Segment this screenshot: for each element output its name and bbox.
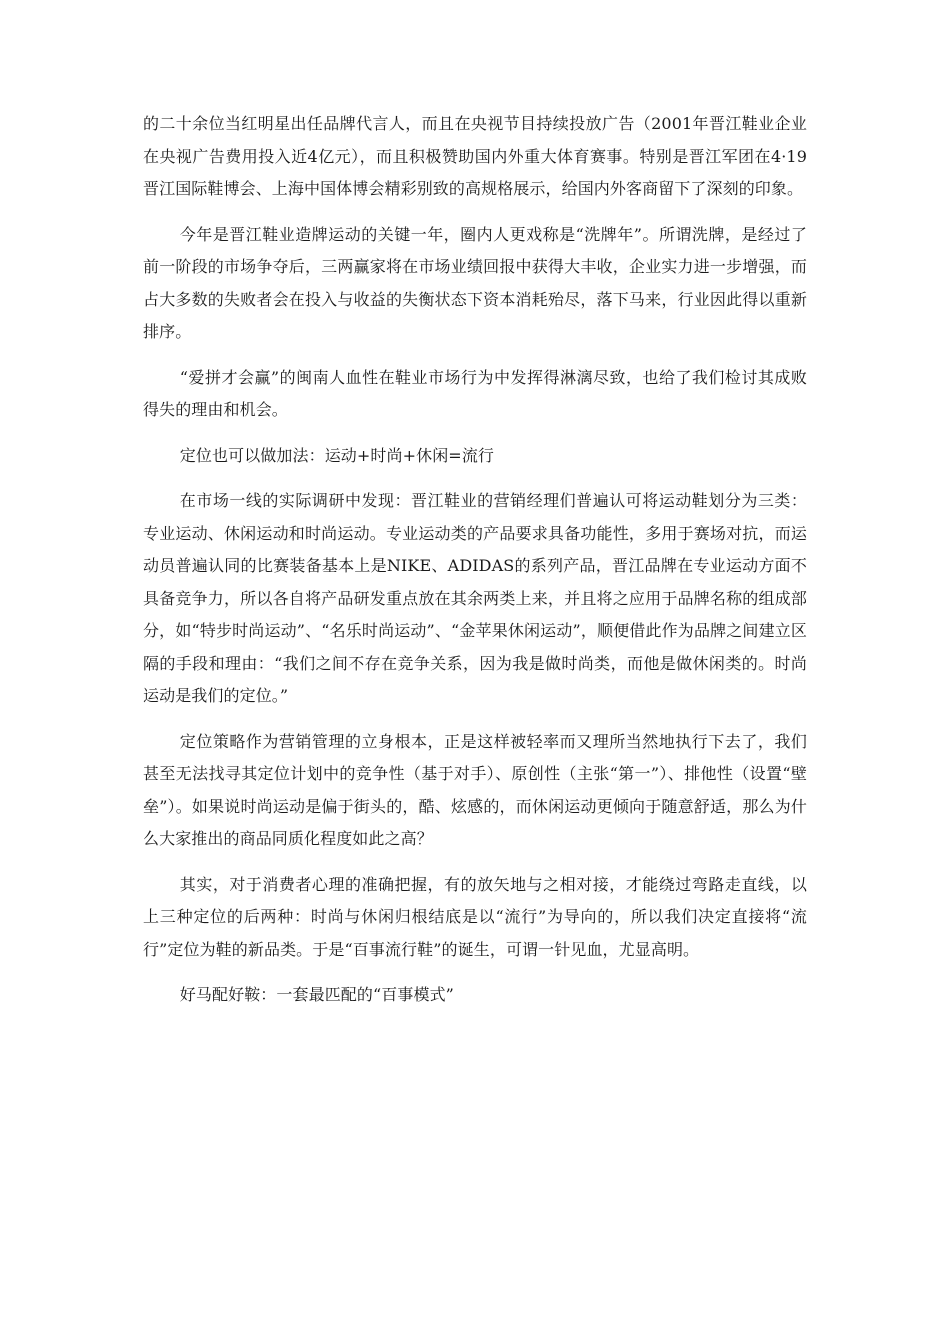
section-heading-positioning: 定位也可以做加法：运动+时尚+休闲=流行 [179, 445, 495, 465]
section-heading-baishi-model: 好马配好鞍：一套最匹配的“百事模式” [179, 985, 454, 1004]
document-body [143, 108, 807, 1025]
paragraph-positioning-strategy: 定位策略作为营销管理的立身根本，正是这样被轻率而又理所当然地执行下去了，我们甚至无法找寻其定位计划中的竞争性（基于对手）、原创性（主张“第一”）、排他性（设置“壁垒”）。如果说时尚运动是偏于街头的，酷、炫感的，而休闲运动更倾向于随意舒适，那么为什么大家推出的商品同质化程度如此之高？ [143, 731, 807, 848]
paragraph-reshuffle-year: 今年是晋江鞋业造牌运动的关键一年，圈内人更戏称是“洗牌年”。所谓洗牌，是经过了前一阶段的市场争夺后，三两赢家将在市场业绩回报中获得大丰收，企业实力进一步增强，而占大多数的失败者会在投入与收益的失衡状态下资本消耗殆尽，落下马来，行业因此得以重新排序。 [143, 224, 807, 341]
paragraph-aipin: “爱拼才会赢”的闽南人血性在鞋业市场行为中发挥得淋漓尽致，也给了我们检讨其成败得失的理由和机会。 [143, 367, 807, 419]
paragraph-continued: 的二十余位当红明星出任品牌代言人，而且在央视节目持续投放广告（2001年晋江鞋业企业在央视广告费用投入近4亿元），而且积极赞助国内外重大体育赛事。特别是晋江军团在4·19晋江国际鞋博会、上海中国体博会精彩别致的高规格展示，给国内外客商留下了深刻的印象。 [143, 114, 807, 198]
paragraph-consumer-psychology: 其实，对于消费者心理的准确把握，有的放矢地与之相对接，才能绕过弯路走直线，以上三种定位的后两种：时尚与休闲归根结底是以“流行”为导向的，所以我们决定直接将“流行”定位为鞋的新品类。于是“百事流行鞋”的诞生，可谓一针见血，尤显高明。 [143, 874, 807, 959]
paragraph-market-research: 在市场一线的实际调研中发现：晋江鞋业的营销经理们普遍认可将运动鞋划分为三类：专业运动、休闲运动和时尚运动。专业运动类的产品要求具备功能性，多用于赛场对抗，而运动员普遍认同的比赛装备基本上是NIKE、ADIDAS的系列产品，晋江品牌在专业运动方面不具备竞争力，所以各自将产品研发重点放在其余两类上来，并且将之应用于品牌名称的组成部分，如“特步时尚运动”、“名乐时尚运动”、“金苹果休闲运动”，顺便借此作为品牌之间建立区隔的手段和理由：“我们之间不存在竞争关系，因为我是做时尚类，而他是做休闲类的。时尚运动是我们的定位。” [143, 491, 807, 705]
